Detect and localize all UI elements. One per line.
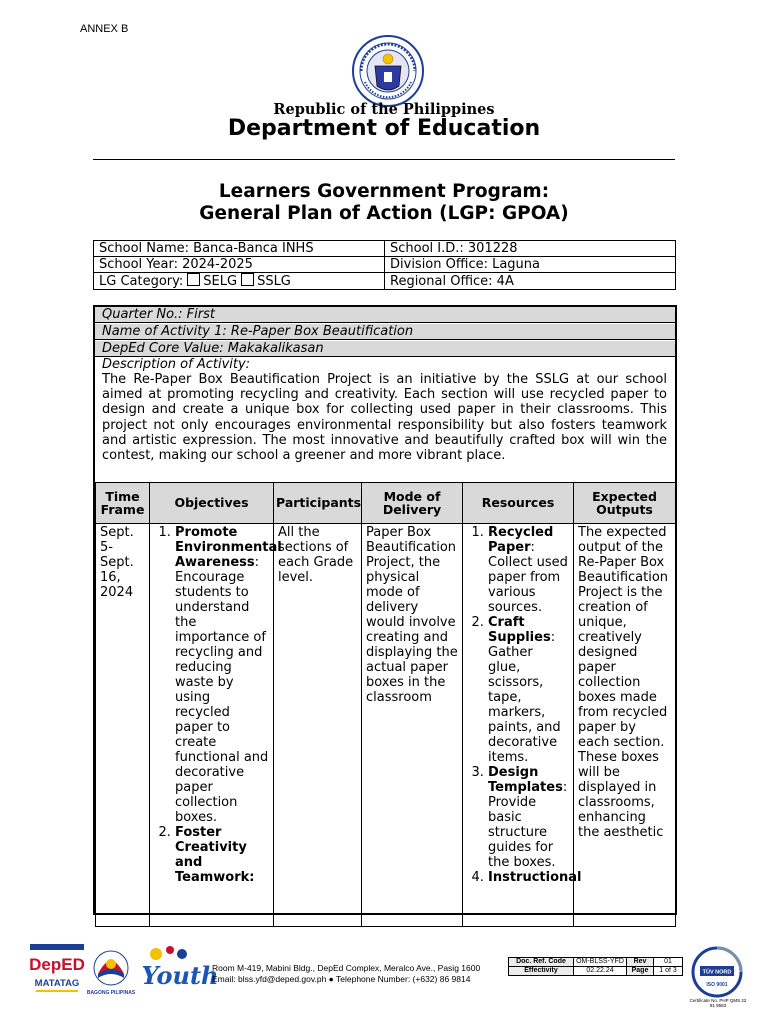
header-mode-of-delivery: Mode of Delivery <box>362 483 463 524</box>
selg-checkbox[interactable] <box>187 273 200 286</box>
youth-logo-text: Youth <box>141 961 219 990</box>
activity-plan-frame <box>93 305 677 915</box>
header-divider <box>93 159 675 160</box>
regional-office: Regional Office: 4A <box>385 273 676 290</box>
resource-text: : Provide basic structure guides for the boxes. <box>488 780 568 870</box>
tuv-text: TÜV NORD <box>702 969 732 976</box>
school-info-table <box>93 240 676 290</box>
deped-logo-text: DepED <box>29 955 85 974</box>
resource-item <box>488 765 569 870</box>
school-id: School I.D.: 301228 <box>385 241 676 257</box>
footer-address-block <box>212 963 484 985</box>
department-heading: Department of Education <box>227 116 541 141</box>
school-year: School Year: 2024-2025 <box>94 257 385 273</box>
footer-logos <box>29 944 219 996</box>
lg-category <box>94 273 385 290</box>
sslg-option-label: SSLG <box>257 274 291 289</box>
certificate-number: Certificate No. PHP QMS 22 91 9583 <box>689 998 747 1008</box>
table-header-row <box>96 483 676 524</box>
objective-title: Foster Creativity and Teamwork <box>175 825 250 885</box>
resource-item <box>488 870 582 885</box>
deped-matatag-logo <box>29 944 85 992</box>
tuv-iso-certification-logo <box>691 946 743 998</box>
objective-title: Promote Environmental Awareness <box>175 525 282 570</box>
resource-title: Design Templates <box>488 765 563 795</box>
bagong-pilipinas-logo <box>87 951 136 996</box>
resource-text: : Collect used paper from various sources. <box>488 540 568 615</box>
objective-item <box>175 525 282 825</box>
quarter-row: Quarter No.: First <box>95 307 675 323</box>
resource-item <box>488 525 569 615</box>
objective-text: : <box>249 870 255 885</box>
resources-cell <box>463 524 582 927</box>
core-value-row: DepEd Core Value: Makakalikasan <box>95 341 675 357</box>
document-title-line2: General Plan of Action (LGP: GPOA) <box>199 203 569 224</box>
time-frame-cell: Sept. 5-Sept. 16, 2024 <box>96 524 150 927</box>
resource-title: Recycled Paper <box>488 525 554 555</box>
rev-value: 01 <box>654 958 683 967</box>
description-text: The Re-Paper Box Beautification Project is an initiative by the SSLG at our school aimed at promoting recycling and creativity. Each section will use recycled paper to design and create a unique box for collecting used paper in their classrooms. This project not only encourages environmental responsibility but also fosters teamwork and artistic expression. The most innovative and beautifully crafted box will win the contest, making our school a greener and more vibrant place. <box>102 372 667 464</box>
objectives-cell <box>150 524 282 927</box>
effectivity-label: Effectivity <box>509 967 574 976</box>
header-participants: Participants <box>274 483 362 524</box>
mode-of-delivery-cell: Paper Box Beautification Project, the physical mode of delivery would involve creating and displaying the actual paper boxes in the classroom <box>362 524 463 927</box>
doc-ref-label: Doc. Ref. Code <box>509 958 574 967</box>
deped-seal-logo <box>351 34 425 108</box>
resource-title: Instructional <box>488 870 582 885</box>
iso-text: ISO 9001 <box>706 982 728 988</box>
document-reference-table <box>508 957 683 976</box>
youth-formation-logo <box>141 946 218 990</box>
participants-cell: All the sections of each Grade level. <box>274 524 362 927</box>
action-plan-table <box>95 482 676 927</box>
matatag-logo-text: MATATAG <box>34 978 80 989</box>
page-value: 1 of 3 <box>654 967 683 976</box>
school-name: School Name: Banca-Banca INHS <box>94 241 385 257</box>
lg-category-label: LG Category: <box>99 274 184 289</box>
resource-title: Craft Supplies <box>488 615 551 645</box>
objective-text: : Encourage students to understand the importance of recycling and reducing waste by using recycled paper to create functional and decorative paper collection boxes. <box>175 555 269 825</box>
resources-list <box>467 525 582 885</box>
objective-item <box>175 825 269 885</box>
republic-heading: Republic of the Philippines <box>273 101 495 118</box>
division-office: Division Office: Laguna <box>385 257 676 273</box>
expected-outputs-cell: The expected output of the Re-Paper Box Beautification Project is the creation of unique, creatively designed paper collection boxes made from recycled paper by each section. These boxes will be displayed in classrooms, enhancing the aesthetic <box>574 524 676 927</box>
header-expected-outputs: Expected Outputs <box>574 483 676 524</box>
objectives-list <box>154 525 282 885</box>
selg-option-label: SELG <box>203 274 238 289</box>
activity-name-row: Name of Activity 1: Re-Paper Box Beautification <box>95 324 675 340</box>
footer-address: Room M-419, Mabini Bldg., DepEd Complex, Meralco Ave., Pasig 1600 <box>212 963 481 973</box>
effectivity-value: 02.22.24 <box>574 967 627 976</box>
document-title-line1: Learners Government Program: <box>218 181 550 202</box>
doc-ref-value: OM-BLSS-YFD <box>574 958 627 967</box>
footer-contact: Email: blss.yfd@deped.gov.ph ● Telephone Number: (+632) 86 9814 <box>212 974 471 984</box>
description-label: Description of Activity: <box>102 357 251 372</box>
header-objectives: Objectives <box>150 483 274 524</box>
page-label: Page <box>627 967 654 976</box>
bagong-pilipinas-text: BAGONG PILIPINAS <box>86 990 136 996</box>
annex-label: ANNEX B <box>80 23 129 35</box>
header-resources: Resources <box>463 483 574 524</box>
header-time-frame: Time Frame <box>96 483 150 524</box>
sslg-checkbox[interactable] <box>241 273 254 286</box>
table-row <box>96 524 676 927</box>
resource-text: : Gather glue, scissors, tape, markers, paints, and decorative items. <box>488 630 561 765</box>
resource-item <box>488 615 569 765</box>
rev-label: Rev <box>627 958 654 967</box>
